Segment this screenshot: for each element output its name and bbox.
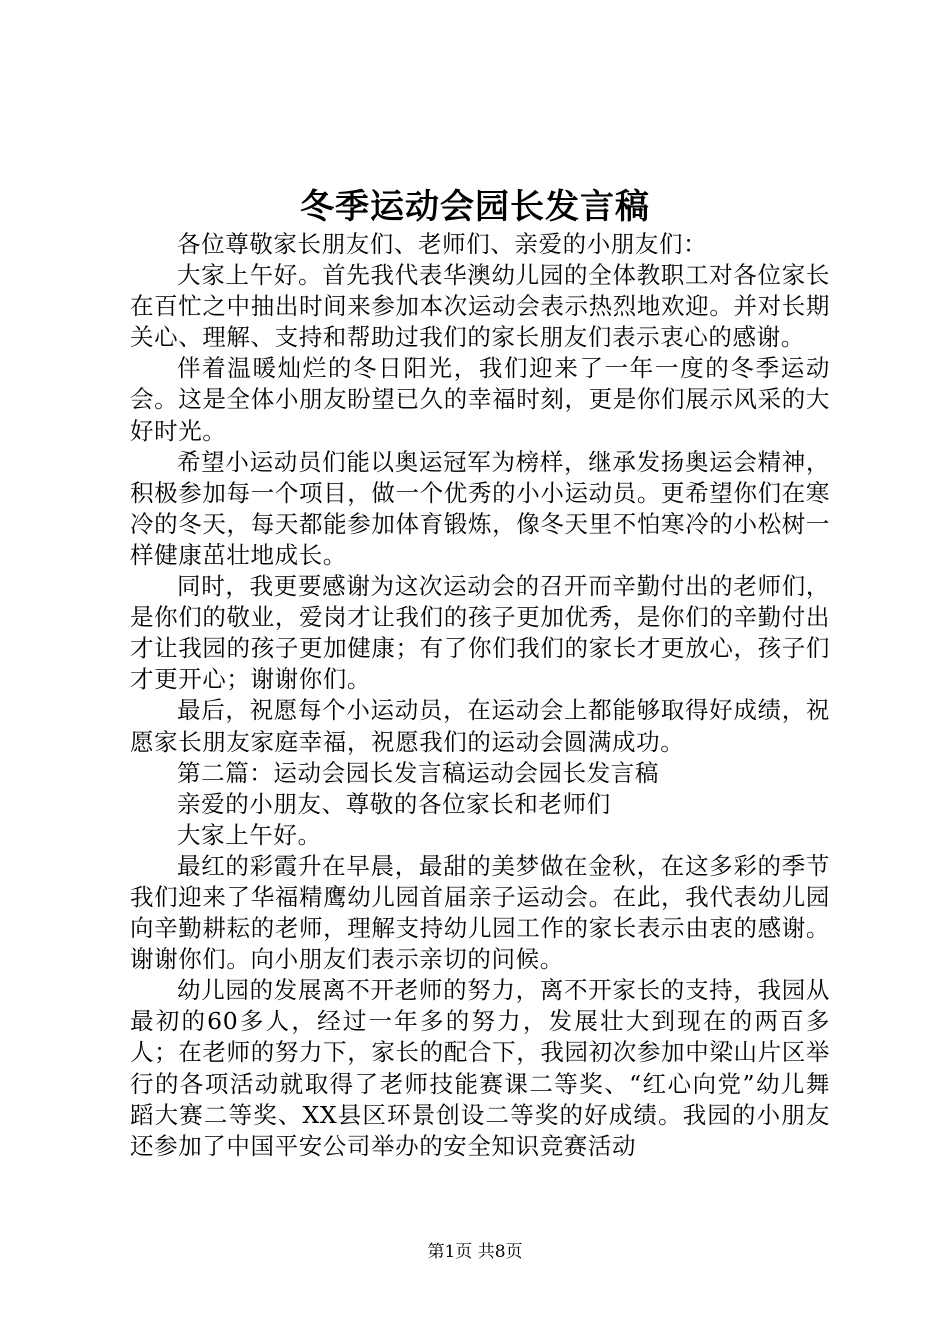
paragraph-hope: 希望小运动员们能以奥运冠军为榜样，继承发扬奥运会精神，积极参加每一个项目，做一个优秀的小小运动员。更希望你们在寒冷的冬天，每天都能参加体育锻炼，像冬天里不怕寒冷的小松树一样健康茁壮地成长。 xyxy=(130,447,830,569)
paragraph-welcome: 大家上午好。首先我代表华澳幼儿园的全体教职工对各位家长在百忙之中抽出时间来参加本次运动会表示热烈地欢迎。并对长期关心、理解、支持和帮助过我们的家长朋友们表示衷心的感谢。 xyxy=(130,261,830,352)
paragraph-greeting: 各位尊敬家长朋友们、老师们、亲爱的小朋友们： xyxy=(177,230,708,258)
paragraph-good-morning: 大家上午好。 xyxy=(177,820,322,849)
paragraph-season: 最红的彩霞升在早晨，最甜的美梦做在金秋，在这多彩的季节我们迎来了华福精鹰幼儿园首届亲子运动会。在此，我代表幼儿园向辛勤耕耘的老师，理解支持幼儿园工作的家长表示由衷的感谢。谢谢你们。向小朋友们表示亲切的问候。 xyxy=(130,851,830,974)
page-number: 第1页 共8页 xyxy=(427,1242,523,1262)
paragraph-development: 幼儿园的发展离不开老师的努力，离不开家长的支持，我园从最初的60多人，经过一年多的努力，发展壮大到现在的两百多人；在老师的努力下，家长的配合下，我园初次参加中梁山片区举行的各项活动就取得了老师技能赛课二等奖、“红心向党”幼儿舞蹈大赛二等奖、XX县区环景创设二等奖的好成绩。我园的小朋友还参加了中国平安公司举办的安全知识竞赛活动 xyxy=(130,976,830,1160)
paragraph-section-heading: 第二篇：运动会园长发言稿运动会园长发言稿 xyxy=(177,758,659,787)
document-body xyxy=(130,229,830,1162)
paragraph-thanks-teachers: 同时，我更要感谢为这次运动会的召开而辛勤付出的老师们，是你们的敬业，爱岗才让我们的孩子更加优秀，是你们的辛勤付出才让我园的孩子更加健康；有了你们我们的家长才更放心，孩子们才更开心；谢谢你们。 xyxy=(130,572,830,694)
paragraph-salutation: 亲爱的小朋友、尊敬的各位家长和老师们 xyxy=(177,789,611,818)
paragraph-closing: 最后，祝愿每个小运动员，在运动会上都能够取得好成绩，祝愿家长朋友家庭幸福，祝愿我们的运动会圆满成功。 xyxy=(130,696,830,756)
document-title: 冬季运动会园长发言稿 xyxy=(300,187,650,227)
paragraph-sunshine: 伴着温暖灿烂的冬日阳光，我们迎来了一年一度的冬季运动会。这是全体小朋友盼望已久的幸福时刻，更是你们展示风采的大好时光。 xyxy=(130,354,830,445)
